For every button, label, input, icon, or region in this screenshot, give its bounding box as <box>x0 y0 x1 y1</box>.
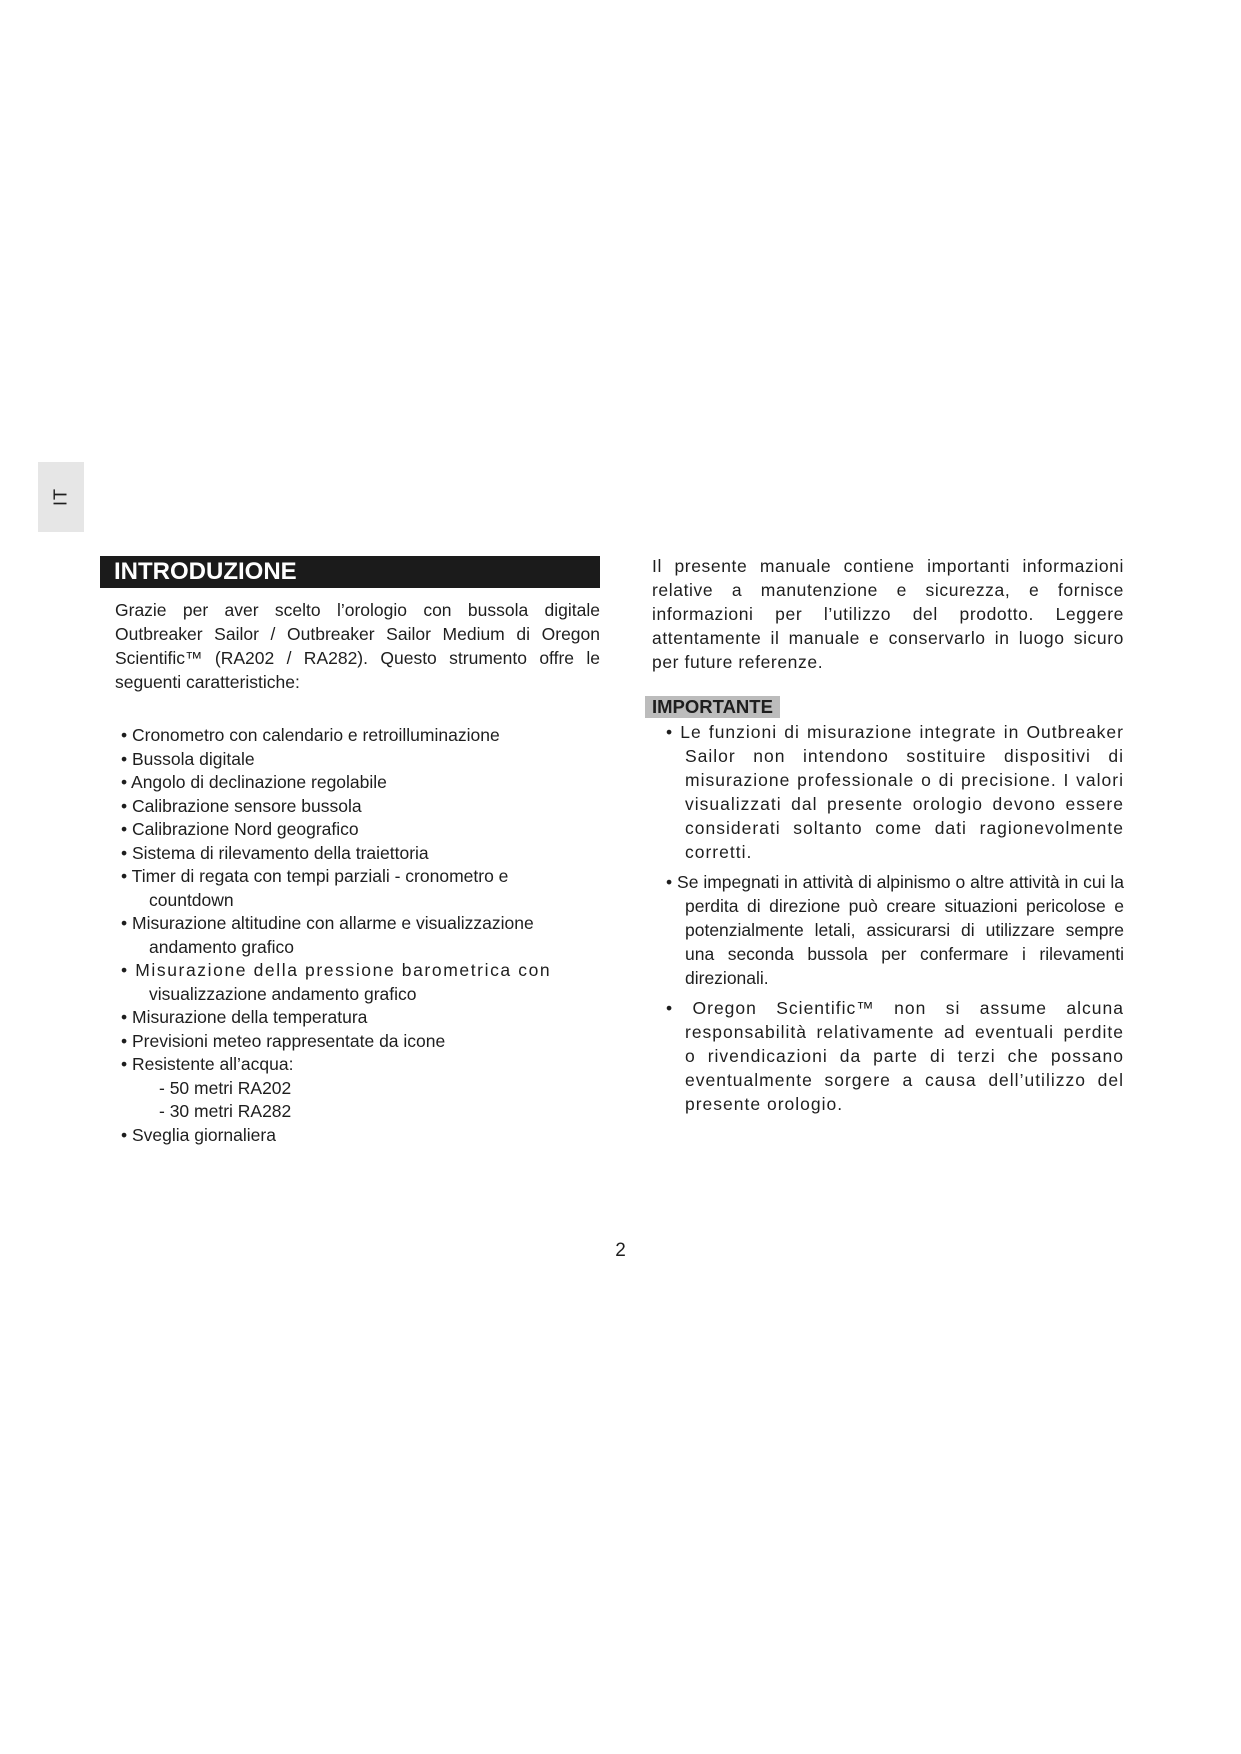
feature-item <box>114 865 600 912</box>
feature-item-continuation: andamento grafico <box>149 936 294 957</box>
feature-item: • Resistente all’acqua: <box>121 1054 294 1074</box>
intro-column <box>100 556 600 1147</box>
feature-item <box>114 959 600 1006</box>
feature-subitem: - 50 metri RA202 <box>159 1077 292 1098</box>
feature-item: • Calibrazione Nord geografico <box>121 819 359 839</box>
feature-item <box>114 912 600 959</box>
feature-item-continuation: countdown <box>149 889 234 910</box>
feature-item: • Bussola digitale <box>121 748 255 769</box>
feature-item: • Angolo di declinazione regolabile <box>121 772 387 792</box>
feature-subitem: - 30 metri RA282 <box>159 1101 292 1121</box>
manual-note-paragraph: Il presente manuale contiene importanti informazioni relative a manutenzione e sicurezza, e fornisce informazioni per l’utilizzo del prodotto. Leggere attentamente il manuale e conservarlo in luogo sicuro per future referenze. <box>652 556 1124 672</box>
feature-item: • Misurazione della temperatura <box>121 1007 368 1027</box>
feature-item-text: • Misurazione della pressione barometrica con <box>121 960 552 980</box>
important-item: • Se impegnati in attività di alpinismo o altre attività in cui la perdita di direzione può creare situazioni pericolose e potenzialmente letali, assicurarsi di utilizzare sempre una seconda bussola per confermare i rilevamenti direzionali. <box>666 872 1124 988</box>
important-item: • Le funzioni di misurazione integrate in Outbreaker Sailor non intendono sostituire dispositivi di misurazione professionale o di precisione. I valori visualizzati dal presente orologio devono essere considerati soltanto come dati ragionevolmente corretti. <box>666 722 1124 862</box>
feature-item: • Previsioni meteo rappresentate da icone <box>121 1030 446 1051</box>
important-list <box>652 720 1124 1116</box>
feature-item-text: • Timer di regata con tempi parziali - cronometro e <box>121 866 509 886</box>
notes-column <box>652 554 1124 1122</box>
feature-item-text: • Misurazione altitudine con allarme e visualizzazione <box>121 913 534 933</box>
feature-item: • Calibrazione sensore bussola <box>121 795 362 816</box>
important-label: IMPORTANTE <box>645 696 780 718</box>
page-number: 2 <box>615 1240 626 1261</box>
feature-list <box>100 724 600 1147</box>
important-item: • Oregon Scientific™ non si assume alcuna responsabilità relativamente ad eventuali perdite o rivendicazioni da parte di terzi che possano eventualmente sorgere a causa dell’utilizzo del presente orologio. <box>666 998 1124 1114</box>
section-title: INTRODUZIONE <box>100 556 600 588</box>
feature-item: • Sistema di rilevamento della traiettoria <box>121 842 429 863</box>
language-tab-label: IT <box>50 488 71 506</box>
feature-item: • Sveglia giornaliera <box>121 1124 276 1145</box>
language-tab <box>38 462 84 532</box>
intro-paragraph: Grazie per aver scelto l’orologio con bussola digitale Outbreaker Sailor / Outbreaker Sailor Medium di Oregon Scientific™ (RA202 / RA282). Questo strumento offre le seguenti caratteristiche: <box>115 600 600 692</box>
feature-item: • Cronometro con calendario e retroilluminazione <box>121 725 500 745</box>
feature-item-continuation: visualizzazione andamento grafico <box>149 983 417 1004</box>
